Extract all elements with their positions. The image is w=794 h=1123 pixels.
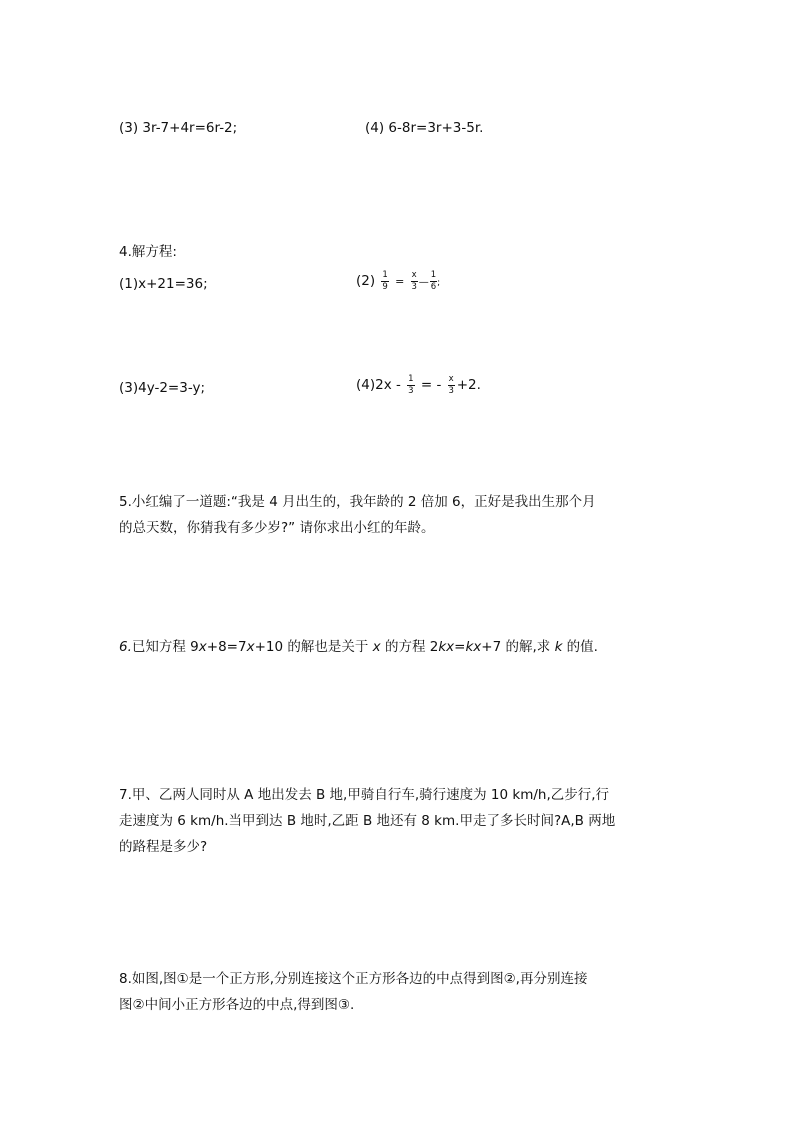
q4-title: 4.解方程: — [119, 244, 177, 260]
q8-line-1: 8.如图,图①是一个正方形,分别连接这个正方形各边的中点得到图②,再分别连接 — [119, 971, 588, 987]
q4-part4-end: +2. — [456, 377, 481, 393]
var-kx: kx — [465, 639, 482, 655]
q8-paragraph — [119, 966, 679, 1018]
q7-line-3: 的路程是多少? — [119, 839, 208, 855]
q4-part4 — [356, 375, 481, 395]
q4-part4-fraction-2 — [448, 375, 455, 395]
q4-part2-fraction-3 — [430, 271, 437, 291]
q4-part3: (3)4y-2=3-y; — [119, 380, 205, 396]
q4-part2 — [356, 271, 440, 291]
var-x: x — [198, 639, 207, 655]
q6-text: +10 的解也是关于 — [254, 639, 373, 655]
fraction-denominator: 9 — [382, 281, 388, 292]
q3-part3: (3) 3r-7+4r=6r-2; — [119, 120, 238, 136]
q6-number: 6. — [119, 639, 132, 655]
var-x: x — [246, 639, 255, 655]
q4-part1: (1)x+21=36; — [119, 276, 208, 292]
q7-line-2: 走速度为 6 km/h.当甲到达 B 地时,乙距 B 地还有 8 km.甲走了多长时间?A,B 两地 — [119, 813, 616, 829]
q6-text: = — [454, 639, 466, 655]
q6-text: +7 的解,求 — [481, 639, 555, 655]
q6-text: 的值. — [562, 639, 598, 655]
var-x: x — [372, 639, 381, 655]
fraction-numerator: x — [411, 270, 417, 280]
q4-part2-label: (2) — [356, 273, 376, 289]
minus-sign: — — [418, 277, 429, 288]
equals-minus: = - — [420, 377, 442, 393]
q5-line-2: 的总天数，你猜我有多少岁?” 请你求出小红的年龄。 — [119, 520, 435, 536]
q6-text: 已知方程 9 — [131, 639, 199, 655]
q7-line-1: 7.甲、乙两人同时从 A 地出发去 B 地,甲骑自行车,骑行速度为 10 km/h,乙步行,行 — [119, 787, 610, 803]
q5-line-1: 5.小红编了一道题:“我是 4 月出生的，我年龄的 2 倍加 6，正好是我出生那个月 — [119, 494, 596, 510]
q8-line-2: 图②中间小正方形各边的中点,得到图③. — [119, 997, 355, 1013]
fraction-numerator: 1 — [382, 270, 388, 280]
q4-part2-fraction-1 — [381, 271, 388, 291]
fraction-denominator: 6 — [430, 281, 437, 292]
q7-paragraph — [119, 782, 679, 860]
q6-paragraph — [119, 641, 598, 655]
q6-text: +8=7 — [206, 639, 247, 655]
q5-paragraph — [119, 489, 679, 541]
fraction-denominator: 3 — [408, 385, 414, 396]
q6-text: 的方程 2 — [380, 639, 439, 655]
semicolon: ; — [437, 278, 441, 288]
fraction-denominator: 3 — [411, 281, 417, 292]
fraction-numerator: x — [448, 374, 454, 384]
q3-part4: (4) 6-8r=3r+3-5r. — [365, 120, 484, 136]
var-kx: kx — [438, 639, 455, 655]
q4-part2-fraction-2 — [411, 271, 418, 291]
fraction-numerator: 1 — [430, 270, 437, 280]
q4-part4-prefix: (4)2x - — [356, 377, 401, 393]
equals-sign: = — [395, 275, 405, 288]
var-k: k — [554, 639, 563, 655]
fraction-denominator: 3 — [448, 385, 454, 396]
q4-part4-fraction-1 — [407, 375, 414, 395]
fraction-numerator: 1 — [408, 374, 414, 384]
